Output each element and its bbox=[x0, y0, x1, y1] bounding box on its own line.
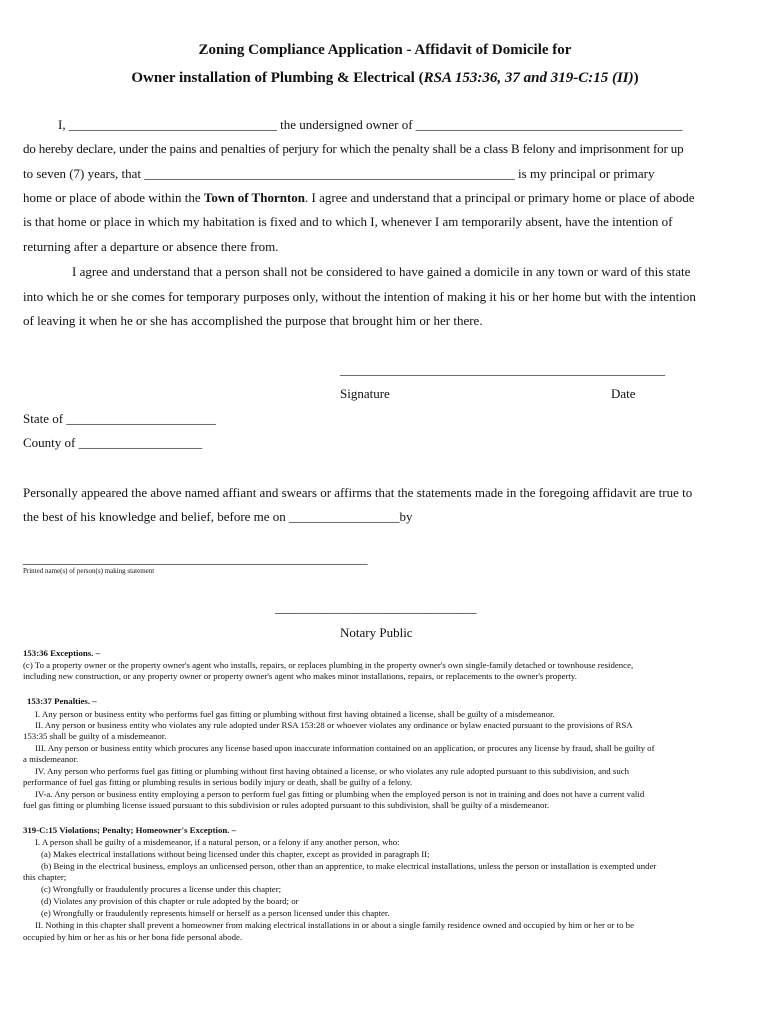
town-text: home or place of abode within the bbox=[23, 190, 204, 205]
printed-name-line: _____________________________________________________ bbox=[23, 551, 368, 566]
statute-319-c15-text: (b) Being in the electrical business, employs an unlicensed person, other than an apprentice, to make electrical installations, unless the person or installation is exempted under bbox=[41, 861, 657, 871]
statute-319-c15-text: (e) Wrongfully or fraudulently represents himself or herself as a person licensed under this chapter. bbox=[41, 908, 390, 918]
county-field: County of ___________________ bbox=[23, 435, 203, 450]
statute-319-c15-text: this chapter; bbox=[23, 872, 67, 882]
affidavit-line-name-owner: I, ________________________________ the undersigned owner of _________________________________________ bbox=[58, 117, 683, 132]
town-name: Town of Thornton bbox=[203, 190, 306, 205]
statute-153-36-text: including new construction, or any property owner or property owner's agent who makes minor installations, repairs, or replacements to the owner's property. bbox=[23, 671, 577, 681]
statute-153-37-text: IV. Any person who performs fuel gas fitting or plumbing without first having obtained a license, or who violates any rule adopted pursuant to this subdivision, and such bbox=[35, 766, 630, 776]
statute-319-c15-text: (a) Makes electrical installations without being licensed under this chapter, except as provided in paragraph II; bbox=[41, 849, 430, 859]
signature-line: __________________________________________________ bbox=[340, 362, 665, 377]
statute-319-c15-text: I. A person shall be guilty of a misdemeanor, if a natural person, or a felony if any another person, who: bbox=[35, 837, 400, 847]
notary-statement-line-1: Personally appeared the above named affiant and swears or affirms that the statements made in the foregoing affidavit are true to bbox=[23, 485, 693, 500]
statute-153-37-text: a misdemeanor. bbox=[23, 754, 79, 764]
affidavit-line-declaration: do hereby declare, under the pains and penalties of perjury for which the penalty shall be a class B felony and imprisonment for up bbox=[23, 141, 684, 156]
affidavit-line-purpose: of leaving it when he or she has accomplished the purpose that brought him or her there. bbox=[23, 313, 483, 328]
affidavit-line-habitation: is that home or place in which my habitation is fixed and to which I, whenever I am temporarily absent, have the intention of bbox=[23, 214, 673, 229]
title-close-paren: ) bbox=[633, 70, 639, 86]
statute-319-c15-text: (c) Wrongfully or fraudulently procures a license under this chapter; bbox=[41, 884, 282, 894]
notary-public-label: Notary Public bbox=[340, 625, 413, 640]
statute-153-37-text: I. Any person or business entity who performs fuel gas fitting or plumbing without first having obtained a license, shall be guilty of a misdemeanor. bbox=[35, 709, 555, 719]
notary-signature-line: _______________________________ bbox=[275, 600, 477, 615]
document-title-line-1: Zoning Compliance Application - Affidavit of Domicile for bbox=[198, 42, 572, 58]
affidavit-line-town bbox=[23, 190, 695, 206]
notary-statement-line-2: the best of his knowledge and belief, before me on _________________by bbox=[23, 509, 413, 524]
statute-153-37-text: III. Any person or business entity which procures any license based upon inaccurate information contained on an application, or procures any license by fraud, shall be guilty of bbox=[35, 743, 655, 753]
date-label: Date bbox=[611, 386, 636, 401]
statute-319-c15-text: (d) Violates any provision of this chapter or rule adopted by the board; or bbox=[41, 896, 299, 906]
statute-153-37-text: fuel gas fitting or plumbing license issued pursuant to this subdivision or rules adopted pursuant to this subdivision, shall be guilty of a misdemeanor. bbox=[23, 800, 550, 810]
state-field: State of _______________________ bbox=[23, 411, 216, 426]
statute-153-37-text: II. Any person or business entity who violates any rule adopted under RSA 153:28 or whoever violates any ordinance or bylaw enacted pursuant to the provisions of RSA bbox=[35, 720, 633, 730]
statute-153-36-text: (c) To a property owner or the property owner's agent who installs, repairs, or replaces plumbing in the property owner's own single-family detached or townhouse residence, bbox=[23, 660, 634, 670]
signature-label: Signature bbox=[340, 386, 390, 401]
statute-153-36-heading: 153:36 Exceptions. – bbox=[23, 648, 100, 658]
statute-319-c15-heading: 319-C:15 Violations; Penalty; Homeowner's Exception. – bbox=[23, 825, 237, 835]
title-rsa-citation: RSA 153:36, 37 and 319-C:15 (II) bbox=[423, 70, 634, 86]
printed-name-caption: Printed name(s) of person(s) making statement bbox=[23, 567, 155, 575]
statute-153-37-heading: 153:37 Penalties. – bbox=[27, 696, 97, 706]
statute-319-c15-text: occupied by him or her as his or her bona fide personal abode. bbox=[23, 932, 243, 942]
statute-153-37-text: 153:35 shall be guilty of a misdemeanor. bbox=[23, 731, 167, 741]
affidavit-line-returning: returning after a departure or absence there from. bbox=[23, 239, 279, 254]
affidavit-line-address: to seven (7) years, that _________________________________________________________ is my principal or primary bbox=[23, 166, 655, 181]
town-text-continued: . I agree and understand that a principal or primary home or place of abode bbox=[305, 190, 695, 205]
statute-153-37-text: performance of fuel gas fitting or plumbing results in serious bodily injury or death, shall be guilty of a felony. bbox=[23, 777, 413, 787]
document-title-line-2 bbox=[0, 70, 770, 87]
affidavit-line-temporary: into which he or she comes for temporary purposes only, without the intention of making it his or her home but with the intention bbox=[23, 289, 696, 304]
affidavit-line-domicile: I agree and understand that a person shall not be considered to have gained a domicile in any town or ward of this state bbox=[72, 264, 691, 279]
title-text: Owner installation of Plumbing & Electrical ( bbox=[131, 70, 424, 86]
statute-153-37-text: IV-a. Any person or business entity employing a person to perform fuel gas fitting or plumbing when the employed person is not in training and does not have a current valid bbox=[35, 789, 645, 799]
statute-319-c15-text: II. Nothing in this chapter shall prevent a homeowner from making electrical installations in or about a single family residence owned and occupied by him or her or to be bbox=[35, 920, 634, 930]
